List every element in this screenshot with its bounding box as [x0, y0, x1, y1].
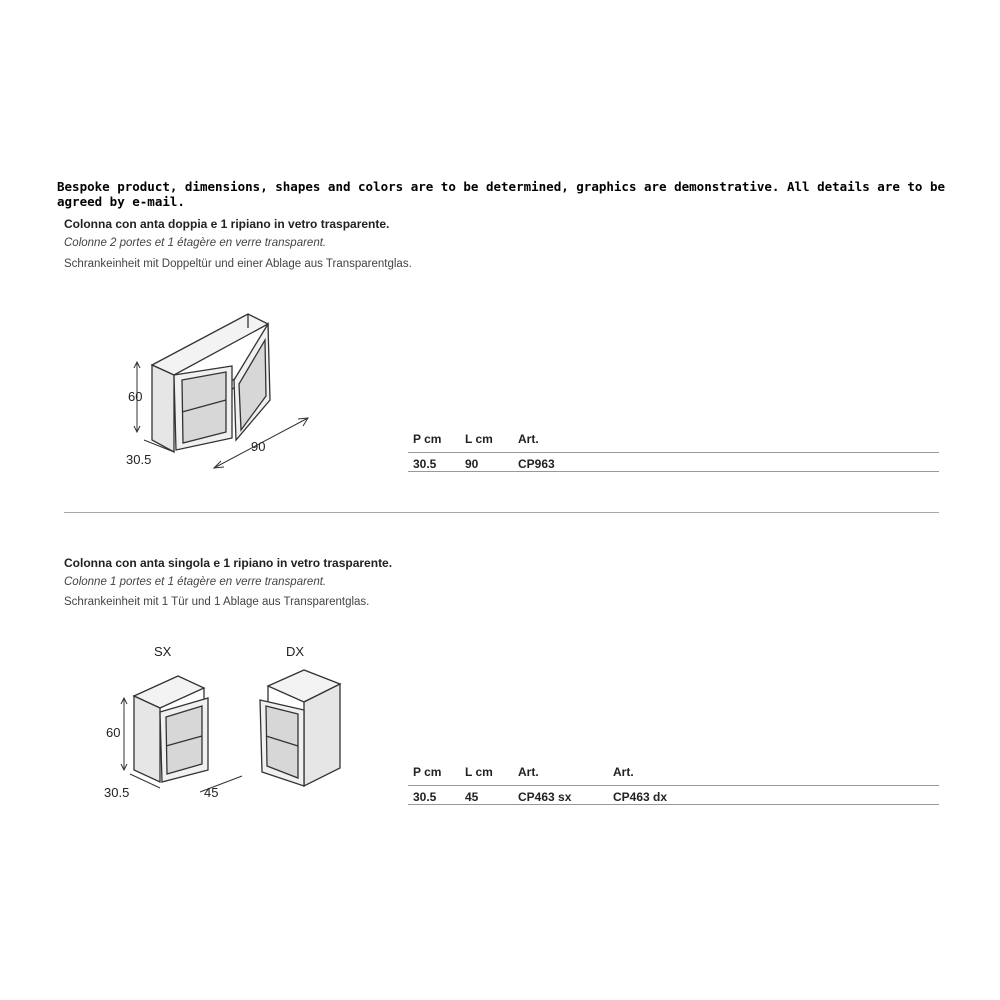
product1-depth-label: 30.5 — [126, 452, 152, 467]
product2-width-label: 45 — [204, 785, 219, 800]
col-header-width: L cm — [465, 765, 493, 779]
cell-depth: 30.5 — [413, 457, 437, 471]
cell-art-sx: CP463 sx — [518, 790, 572, 804]
col-header-art-sx: Art. — [518, 765, 539, 779]
product2-spec-table — [408, 763, 939, 807]
table-header-row — [408, 430, 939, 449]
product1-title-it: Colonna con anta doppia e 1 ripiano in vetro trasparente. — [64, 217, 390, 231]
table-header-row — [408, 763, 939, 782]
product1-title-de: Schrankeinheit mit Doppeltür und einer Ablage aus Transparentglas. — [64, 258, 412, 270]
col-header-width: L cm — [465, 432, 493, 446]
product1-height-label: 60 — [128, 389, 143, 404]
product2-height-label: 60 — [106, 725, 121, 740]
variant-sx-label: SX — [154, 644, 172, 659]
variant-dx-label: DX — [286, 644, 305, 659]
single-door-cabinets-drawing — [100, 640, 360, 810]
table-divider — [408, 804, 939, 805]
cell-depth: 30.5 — [413, 790, 437, 804]
table-divider — [408, 785, 939, 786]
col-header-depth: P cm — [413, 432, 442, 446]
product2-title-it: Colonna con anta singola e 1 ripiano in vetro trasparente. — [64, 556, 393, 570]
product2-title-de: Schrankeinheit mit 1 Tür und 1 Ablage aus Transparentglas. — [64, 596, 370, 608]
product2-title-fr: Colonne 1 portes et 1 étagère en verre transparent. — [64, 576, 327, 588]
product2-depth-label: 30.5 — [104, 785, 130, 800]
product1-width-label: 90 — [251, 439, 266, 454]
section-separator — [64, 512, 939, 513]
table-divider — [408, 471, 939, 472]
cell-art-dx: CP463 dx — [613, 790, 668, 804]
product1-title-fr: Colonne 2 portes et 1 étagère en verre transparent. — [64, 237, 327, 249]
bespoke-notice: Bespoke product, dimensions, shapes and colors are to be determined, graphics are demonstrative. All details are to be agreed by e-mail. — [57, 179, 946, 209]
col-header-depth: P cm — [413, 765, 442, 779]
cell-width: 45 — [465, 790, 479, 804]
product1-spec-table — [408, 430, 939, 474]
col-header-art-dx: Art. — [613, 765, 634, 779]
cell-width: 90 — [465, 457, 479, 471]
double-door-cabinet-drawing — [120, 300, 320, 480]
col-header-art: Art. — [518, 432, 539, 446]
table-divider — [408, 452, 939, 453]
cell-art: CP963 — [518, 457, 555, 471]
